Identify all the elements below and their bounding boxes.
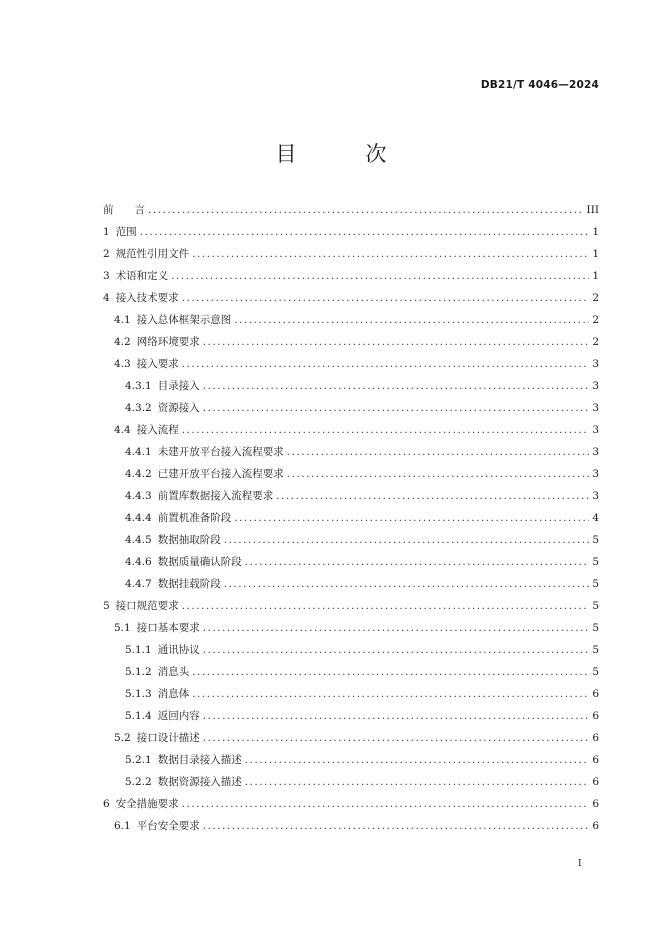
toc-entry-page: 3 bbox=[592, 380, 599, 392]
toc-entry-label bbox=[125, 661, 189, 683]
toc-entry-page: 5 bbox=[592, 534, 599, 546]
toc-entry-page: 1 bbox=[592, 270, 599, 282]
toc-entry-number: 3 bbox=[103, 270, 110, 282]
toc-entry-label bbox=[125, 441, 284, 463]
toc-entry-title: 数据抽取阶段 bbox=[157, 534, 221, 546]
table-of-contents bbox=[103, 199, 599, 837]
toc-entry-number: 5.1.2 bbox=[125, 666, 152, 678]
toc-entry-page: 4 bbox=[592, 512, 599, 524]
toc-entry[interactable] bbox=[103, 617, 599, 639]
toc-entry-title: 前 言 bbox=[103, 204, 145, 216]
toc-entry-number: 4.4.4 bbox=[125, 512, 152, 524]
toc-entry-number: 2 bbox=[103, 248, 110, 260]
toc-entry[interactable] bbox=[103, 705, 599, 727]
toc-entry-label bbox=[103, 793, 179, 815]
toc-entry-number: 5.2 bbox=[114, 732, 131, 744]
toc-entry[interactable] bbox=[103, 683, 599, 705]
toc-entry[interactable] bbox=[103, 265, 599, 287]
toc-entry[interactable] bbox=[103, 573, 599, 595]
toc-entry-label bbox=[125, 639, 200, 661]
toc-entry-label bbox=[125, 705, 200, 727]
toc-entry-page: 6 bbox=[592, 820, 599, 832]
toc-leader-dots bbox=[182, 419, 590, 441]
toc-entry-title: 目录接入 bbox=[157, 380, 200, 392]
toc-entry[interactable] bbox=[103, 815, 599, 837]
toc-entry[interactable] bbox=[103, 639, 599, 661]
toc-entry-label bbox=[103, 265, 168, 287]
toc-entry-label bbox=[114, 727, 200, 749]
toc-entry-label bbox=[125, 749, 242, 771]
document-code: DB21/T 4046—2024 bbox=[480, 79, 599, 91]
toc-entry[interactable] bbox=[103, 397, 599, 419]
toc-leader-dots bbox=[140, 221, 590, 243]
toc-entry-page: 3 bbox=[592, 358, 599, 370]
toc-entry-title: 接入总体框架示意图 bbox=[136, 314, 232, 326]
toc-leader-dots bbox=[203, 705, 590, 727]
toc-entry-number: 5 bbox=[103, 600, 110, 612]
toc-entry-page: 3 bbox=[592, 402, 599, 414]
toc-entry-number: 4.4.1 bbox=[125, 446, 152, 458]
toc-leader-dots bbox=[182, 793, 590, 815]
toc-entry[interactable] bbox=[103, 243, 599, 265]
page-number: I bbox=[578, 859, 582, 869]
toc-entry-page: 6 bbox=[592, 798, 599, 810]
toc-leader-dots bbox=[287, 441, 590, 463]
toc-leader-dots bbox=[224, 529, 590, 551]
toc-leader-dots bbox=[182, 353, 590, 375]
toc-entry-page: 2 bbox=[592, 336, 599, 348]
toc-entry-label bbox=[114, 419, 179, 441]
toc-leader-dots bbox=[203, 639, 590, 661]
toc-entry-number: 4.4.6 bbox=[125, 556, 152, 568]
toc-entry[interactable] bbox=[103, 287, 599, 309]
toc-entry-title: 接口设计描述 bbox=[136, 732, 200, 744]
toc-entry-label bbox=[125, 463, 284, 485]
toc-entry[interactable] bbox=[103, 419, 599, 441]
toc-leader-dots bbox=[182, 287, 590, 309]
toc-entry-title: 数据挂载阶段 bbox=[157, 578, 221, 590]
toc-entry-number: 4.4.2 bbox=[125, 468, 152, 480]
toc-leader-dots bbox=[192, 683, 589, 705]
toc-entry-page: 1 bbox=[592, 248, 599, 260]
toc-entry-page: 6 bbox=[592, 710, 599, 722]
toc-leader-dots bbox=[192, 243, 589, 265]
toc-leader-dots bbox=[287, 463, 590, 485]
toc-entry-label bbox=[125, 485, 273, 507]
toc-entry-label bbox=[114, 815, 200, 837]
toc-entry[interactable] bbox=[103, 221, 599, 243]
toc-entry-title: 消息头 bbox=[157, 666, 190, 678]
toc-entry-label bbox=[125, 397, 200, 419]
toc-entry-title: 术语和定义 bbox=[115, 270, 169, 282]
toc-entry-title: 返回内容 bbox=[157, 710, 200, 722]
toc-entry-page: 2 bbox=[592, 292, 599, 304]
toc-entry-page: 5 bbox=[592, 600, 599, 612]
toc-entry-label bbox=[103, 287, 179, 309]
toc-entry-label bbox=[103, 199, 145, 221]
page-title: 目 次 bbox=[275, 142, 411, 166]
toc-entry-number: 5.1.3 bbox=[125, 688, 152, 700]
toc-entry-label bbox=[125, 771, 242, 793]
toc-entry-number: 4.3 bbox=[114, 358, 131, 370]
toc-entry-page: 3 bbox=[592, 424, 599, 436]
toc-entry-label bbox=[114, 331, 200, 353]
toc-entry-page: 5 bbox=[592, 666, 599, 678]
toc-entry-page: 3 bbox=[592, 446, 599, 458]
toc-entry-page: 5 bbox=[592, 556, 599, 568]
toc-entry[interactable] bbox=[103, 727, 599, 749]
toc-entry-label bbox=[125, 683, 189, 705]
toc-entry-title: 消息体 bbox=[157, 688, 190, 700]
toc-entry-title: 接入流程 bbox=[136, 424, 179, 436]
toc-entry-number: 6.1 bbox=[114, 820, 131, 832]
toc-entry-number: 4 bbox=[103, 292, 110, 304]
toc-leader-dots bbox=[234, 309, 589, 331]
toc-entry-number: 4.3.1 bbox=[125, 380, 152, 392]
toc-entry-page: 5 bbox=[592, 644, 599, 656]
toc-entry[interactable] bbox=[103, 309, 599, 331]
toc-entry-label bbox=[114, 617, 200, 639]
toc-entry[interactable] bbox=[103, 771, 599, 793]
toc-entry-title: 规范性引用文件 bbox=[115, 248, 190, 260]
toc-entry-title: 数据资源接入描述 bbox=[157, 776, 242, 788]
toc-entry-number: 5.1.4 bbox=[125, 710, 152, 722]
toc-entry-label bbox=[103, 595, 179, 617]
toc-entry-title: 前置机准备阶段 bbox=[157, 512, 232, 524]
toc-entry-number: 4.4.5 bbox=[125, 534, 152, 546]
toc-entry-page: 3 bbox=[592, 468, 599, 480]
toc-entry-number: 6 bbox=[103, 798, 110, 810]
toc-leader-dots bbox=[192, 661, 589, 683]
toc-entry-label bbox=[103, 221, 137, 243]
toc-entry-number: 4.4.7 bbox=[125, 578, 152, 590]
toc-entry-number: 4.4.3 bbox=[125, 490, 152, 502]
toc-entry-page: III bbox=[586, 204, 599, 216]
toc-leader-dots bbox=[203, 815, 590, 837]
toc-entry-number: 5.2.1 bbox=[125, 754, 152, 766]
toc-entry-label bbox=[125, 375, 200, 397]
toc-entry-title: 已建开放平台接入流程要求 bbox=[157, 468, 284, 480]
toc-entry-number: 4.2 bbox=[114, 336, 131, 348]
toc-entry-title: 安全措施要求 bbox=[115, 798, 179, 810]
toc-entry-number: 5.1 bbox=[114, 622, 131, 634]
toc-entry-page: 1 bbox=[592, 226, 599, 238]
toc-entry-title: 通讯协议 bbox=[157, 644, 200, 656]
toc-entry-title: 接入技术要求 bbox=[115, 292, 179, 304]
toc-entry-label bbox=[114, 309, 231, 331]
toc-entry[interactable] bbox=[103, 485, 599, 507]
toc-entry-page: 6 bbox=[592, 732, 599, 744]
toc-leader-dots bbox=[245, 749, 590, 771]
toc-leader-dots bbox=[203, 331, 590, 353]
toc-entry[interactable] bbox=[103, 441, 599, 463]
toc-entry[interactable] bbox=[103, 551, 599, 573]
toc-entry-label bbox=[125, 551, 242, 573]
toc-entry[interactable] bbox=[103, 463, 599, 485]
toc-entry[interactable] bbox=[103, 199, 599, 221]
toc-entry-title: 范围 bbox=[115, 226, 137, 238]
toc-leader-dots bbox=[203, 617, 590, 639]
toc-entry-label bbox=[103, 243, 189, 265]
toc-entry[interactable] bbox=[103, 661, 599, 683]
toc-leader-dots bbox=[245, 551, 590, 573]
toc-entry-title: 接入要求 bbox=[136, 358, 179, 370]
toc-entry[interactable] bbox=[103, 507, 599, 529]
toc-entry-title: 前置库数据接入流程要求 bbox=[157, 490, 274, 502]
toc-leader-dots bbox=[148, 199, 584, 221]
toc-leader-dots bbox=[182, 595, 590, 617]
toc-entry-label bbox=[125, 507, 231, 529]
toc-leader-dots bbox=[203, 397, 590, 419]
toc-entry-title: 平台安全要求 bbox=[136, 820, 200, 832]
toc-entry-label bbox=[125, 529, 221, 551]
toc-entry-number: 4.4 bbox=[114, 424, 131, 436]
toc-entry-number: 4.1 bbox=[114, 314, 131, 326]
toc-entry-page: 6 bbox=[592, 688, 599, 700]
toc-leader-dots bbox=[203, 375, 590, 397]
toc-entry-number: 1 bbox=[103, 226, 110, 238]
toc-entry-number: 5.1.1 bbox=[125, 644, 152, 656]
toc-leader-dots bbox=[203, 727, 590, 749]
toc-entry-number: 5.2.2 bbox=[125, 776, 152, 788]
toc-leader-dots bbox=[224, 573, 590, 595]
toc-entry-page: 6 bbox=[592, 776, 599, 788]
toc-entry[interactable] bbox=[103, 375, 599, 397]
toc-leader-dots bbox=[234, 507, 589, 529]
toc-entry[interactable] bbox=[103, 595, 599, 617]
toc-entry[interactable] bbox=[103, 331, 599, 353]
toc-entry-page: 5 bbox=[592, 622, 599, 634]
toc-entry-title: 数据目录接入描述 bbox=[157, 754, 242, 766]
toc-entry-number: 4.3.2 bbox=[125, 402, 152, 414]
toc-entry[interactable] bbox=[103, 749, 599, 771]
toc-leader-dots bbox=[171, 265, 589, 287]
toc-entry[interactable] bbox=[103, 793, 599, 815]
toc-entry-title: 未建开放平台接入流程要求 bbox=[157, 446, 284, 458]
toc-entry-title: 资源接入 bbox=[157, 402, 200, 414]
toc-entry[interactable] bbox=[103, 353, 599, 375]
toc-entry-title: 接口基本要求 bbox=[136, 622, 200, 634]
toc-entry-page: 3 bbox=[592, 490, 599, 502]
toc-entry-label bbox=[114, 353, 179, 375]
toc-entry-title: 数据质量确认阶段 bbox=[157, 556, 242, 568]
toc-entry-page: 6 bbox=[592, 754, 599, 766]
toc-leader-dots bbox=[276, 485, 589, 507]
toc-leader-dots bbox=[245, 771, 590, 793]
toc-entry[interactable] bbox=[103, 529, 599, 551]
toc-entry-title: 接口规范要求 bbox=[115, 600, 179, 612]
toc-entry-label bbox=[125, 573, 221, 595]
toc-entry-page: 2 bbox=[592, 314, 599, 326]
toc-entry-title: 网络环境要求 bbox=[136, 336, 200, 348]
toc-entry-page: 5 bbox=[592, 578, 599, 590]
